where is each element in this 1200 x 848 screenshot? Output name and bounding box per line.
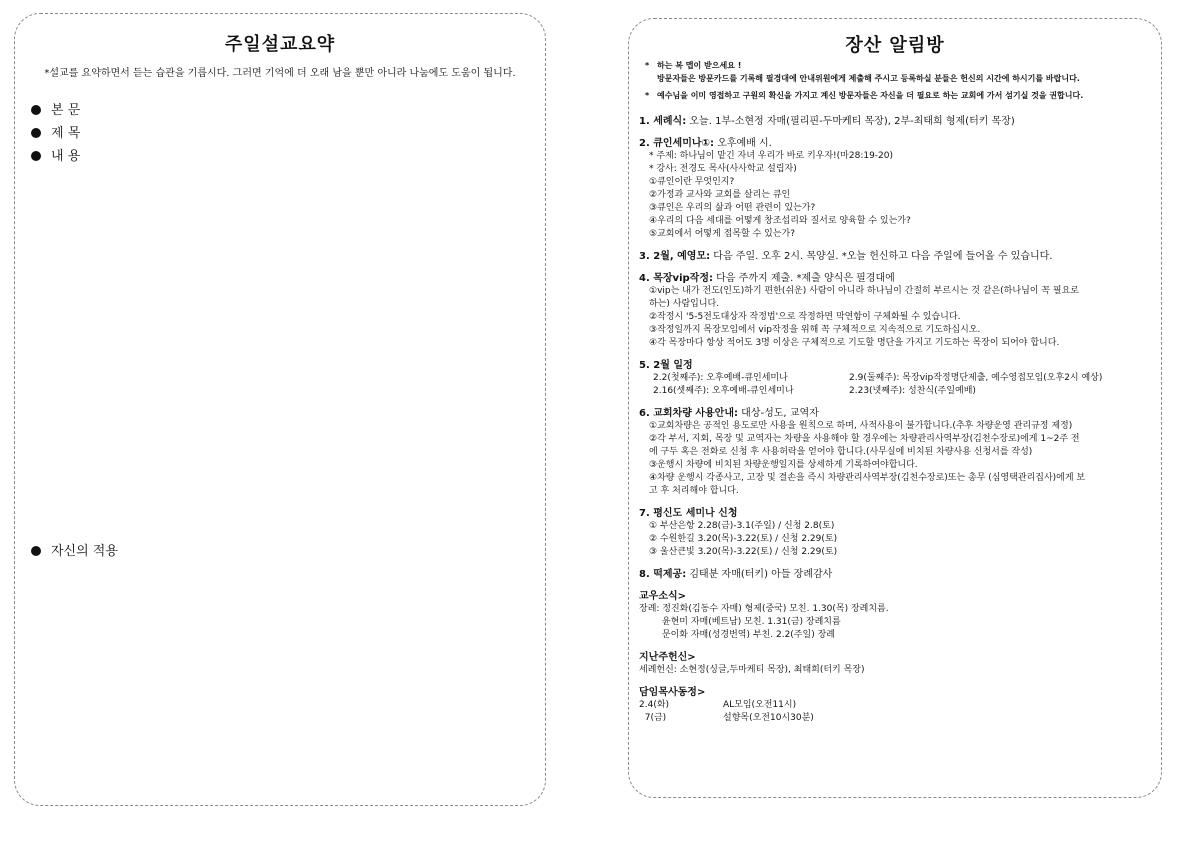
bullet-dot-icon	[31, 546, 41, 556]
sermon-summary-title: 주일설교요약	[224, 34, 336, 55]
asterisk-icon: *	[645, 91, 650, 100]
announcement-lay-seminar: 7. 평신도 세미나 신청 ① 부산은항 2.28(금)-3.1(주일) / 신청 2.8(토) ② 수원한길 3.20(목)-3.22(토) / 신청 2.29(토) ③ 울산큰빛 3.20(목)-3.22(토) / 신청 2.29(토)	[639, 508, 838, 557]
bullet-dot-icon	[31, 105, 41, 115]
bullet-dot-icon	[31, 128, 41, 138]
bullet-label: 자신의 적용	[51, 544, 118, 559]
bullet-scripture	[31, 99, 80, 118]
announcement-rice-cake: 8. 떡제공: 김태분 자매(터키) 아들 장례감사	[639, 569, 833, 580]
bullet-application	[31, 540, 118, 559]
asterisk-icon: *	[645, 61, 650, 70]
sermon-summary-panel	[14, 13, 546, 806]
announcement-list	[639, 115, 1149, 734]
bullet-dot-icon	[31, 151, 41, 161]
announcement-schedule: 5. 2월 일정 2.2(첫째주): 오후예배-큐인세미나 2.9(둘째주): 목장vip작정명단제출, 예수영접모임(오후2시 예상) 2.16(셋째주): 오후예배-큐인세미나 2.23(넷째주): 성찬식(주일예배)	[639, 360, 1103, 396]
announcements-title: 장산 알림방	[845, 35, 945, 56]
announcement-vehicle: 6. 교회차량 사용안내: 대상-성도, 교역자 ①교회차량은 공적인 용도로만 사용을 원칙으로 하며, 사적사용이 불가합니다.(추후 차량운영 관리규정 제정) ②각 부서, 지회, 목장 및 교역자는 차량을 사용해야 할 경우에는 차량관리사역부장(김천수장로)에게 1~2주 전 에 구두 혹은 전화로 신청 후 사용허락을 얻어야 합니다.(사무실에 비치된 차량사용 신청서를 작성) ③운행시 차량에 비치된 차량운행일지를 상세하게 기록하여야합니다. ④차량 운행시 각종사고, 고장 및 결손을 즉시 차량관리사역부장(김천수장로)또는 총무 (심영택관리집사)에게 보 고 후 처리해야 합니다.	[639, 408, 1086, 496]
announcement-seminar: 2. 큐인세미나①: 오후예배 시. * 주제: 하나님이 맡긴 자녀 우리가 바로 키우자!(마28:19-20) * 강사: 전경도 목사(사사학교 설립자) ①큐인이란 무엇인지? ②가정과 교사와 교회를 살리는 큐인 ③큐인은 우리의 삶과 어떤 관련이 있는가? ④우리의 다음 세대를 어떻게 창조섭리와 질서로 양육할 수 있는가? ⑤교회에서 어떻게 접목할 수 있는가?	[639, 138, 911, 239]
bullet-label: 내 용	[51, 149, 81, 164]
last-week-offering: 지난주헌신> 세례헌신: 소현정(싱글,두마케티 목장), 최태희(터키 목장)	[639, 652, 865, 675]
announcement-yeyoungmo: 3. 2월, 예영모: 다음 주일. 오후 2시. 목양실. *오늘 헌신하고 다음 주일에 들어올 수 있습니다.	[639, 251, 1053, 262]
believer-notice: * 예수님을 이미 영접하고 구원의 확신을 가지고 계신 방문자들은 자신을 더 필요로 하는 교회에 가서 섬기실 것을 권합니다.	[645, 91, 1084, 100]
bullet-content	[31, 145, 80, 164]
member-news: 교우소식> 장례: 정진화(김동수 자매) 형제(중국) 모친. 1.30(목) 장례치름. 윤현미 자매(베트남) 모친. 1.31(금) 장례치름 문이화 자매(성경번역) 부친. 2.2(주일) 장례	[639, 591, 889, 640]
bullet-title	[31, 122, 80, 141]
bullet-label: 본 문	[51, 103, 81, 118]
announcements-panel	[628, 18, 1162, 798]
announcement-baptism: 1. 세례식: 오늘. 1부-소현정 자매(필리핀-두마케티 목장), 2부-최태희 형제(터키 목장)	[639, 116, 1015, 127]
sermon-summary-instruction: *설교를 요약하면서 듣는 습관을 기릅시다. 그러면 기억에 더 오래 남을 뿐만 아니라 나눔에도 도움이 됩니다.	[44, 68, 516, 79]
visitor-notice: * 하는 복 맵이 받으세요 ! 방문자들은 방문카드를 기록해 필경대에 안내위원에게 제출해 주시고 등록하실 분들은 헌신의 시간에 하시기를 바랍니다.	[645, 61, 1080, 83]
pastor-schedule: 담임목사동정> 2.4(화) AL모임(오전11시) 7(금) 설향목(오전10시30분)	[639, 687, 814, 723]
announcement-vip: 4. 목장vip작정: 다음 주까지 제출. *제출 양식은 필경대에 ①vip는 내가 전도(인도)하기 편한(쉬운) 사람이 아니라 하나님이 간절히 부르시는 것 같은(하나님이 꼭 필요로 하는) 사람입니다. ②작정시 '5-5전도대상자 작정법'으로 작정하면 막연함이 구체화될 수 있습니다. ③작정일까지 목장모임에서 vip작정을 위해 꼭 구체적으로 지속적으로 기도하십시오. ④각 목장마다 항상 적어도 3명 이상은 구체적으로 기도할 명단을 가지고 기도하는 목장이 되어야 합니다.	[639, 273, 1079, 348]
bullet-label: 제 목	[51, 126, 81, 141]
